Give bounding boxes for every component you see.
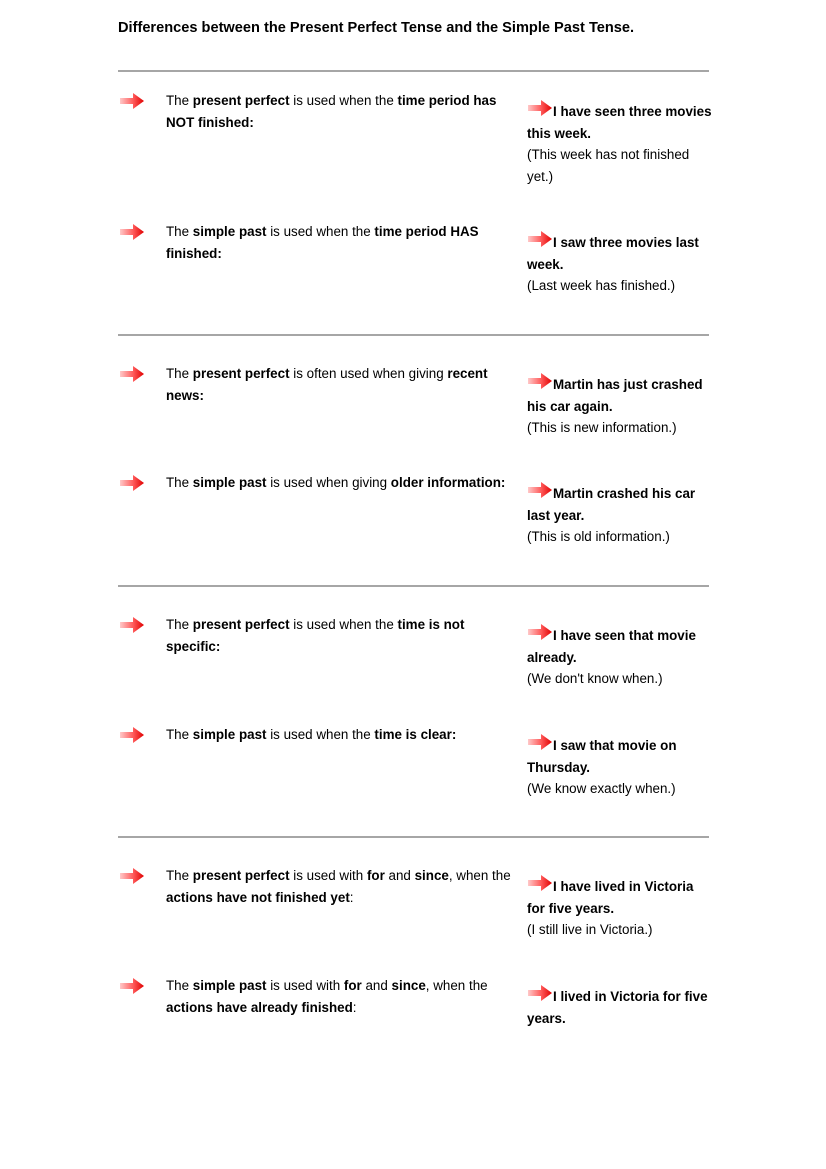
red-arrow-icon (527, 984, 553, 1002)
example-note: (We don't know when.) (527, 671, 663, 686)
rule-segment: The (166, 868, 193, 883)
rule-keyword: present perfect (192, 868, 290, 883)
rule-text (166, 472, 511, 494)
example-note: (I still live in Victoria.) (527, 922, 653, 937)
rule-segment: is used when giving (266, 475, 391, 490)
rule-keyword: recent news: (166, 366, 488, 403)
rule-keyword: time period has NOT finished: (166, 93, 497, 130)
example-block (527, 99, 712, 187)
rule-segment: is often used when giving (289, 366, 448, 381)
example-note: (This is new information.) (527, 420, 677, 435)
rule-segment: is used with (266, 978, 344, 993)
example-note: (This is old information.) (527, 529, 670, 544)
rule-text (166, 865, 511, 909)
example-block (527, 733, 712, 800)
rule-keyword: actions have already finished (166, 1000, 353, 1015)
example-note: (Last week has finished.) (527, 278, 676, 293)
rule-keyword: since (414, 868, 449, 883)
rule-keyword: since (391, 978, 426, 993)
rule-segment: is used when the (266, 224, 375, 239)
rule-segment: The (166, 475, 193, 490)
red-arrow-icon (527, 623, 553, 641)
red-arrow-icon (527, 372, 553, 390)
example-block (527, 481, 712, 548)
rule-segment: The (166, 366, 193, 381)
red-arrow-icon (119, 867, 145, 883)
rule-segment: The (166, 617, 193, 632)
section-divider (118, 585, 709, 587)
example-block (527, 623, 712, 690)
example-sentence: I saw that movie on Thursday. (527, 738, 677, 775)
red-arrow-icon (119, 92, 145, 108)
rule-text (166, 724, 511, 746)
rule-segment: The (166, 93, 193, 108)
rule-keyword: older information: (390, 475, 506, 490)
rule-segment: The (166, 727, 193, 742)
rule-segment: The (166, 224, 193, 239)
red-arrow-icon (527, 733, 553, 751)
red-arrow-icon (527, 230, 553, 248)
rule-text (166, 90, 511, 134)
rule-keyword: simple past (192, 727, 267, 742)
example-block (527, 984, 712, 1029)
red-arrow-icon (119, 474, 145, 490)
rule-keyword: present perfect (192, 366, 290, 381)
rule-keyword: time period HAS finished: (166, 224, 479, 261)
rule-segment: and (384, 868, 415, 883)
example-block (527, 230, 712, 297)
rule-segment: : (352, 1000, 357, 1015)
rule-segment: is used when the (289, 93, 398, 108)
rule-segment: and (361, 978, 392, 993)
rule-segment: is used when the (289, 617, 398, 632)
rule-text (166, 221, 511, 265)
rule-text (166, 975, 511, 1019)
example-sentence: I saw three movies last week. (527, 235, 699, 272)
rule-segment: , when the (448, 868, 511, 883)
red-arrow-icon (119, 977, 145, 993)
section-divider (118, 836, 709, 838)
rule-keyword: simple past (192, 978, 267, 993)
rule-keyword: simple past (192, 224, 267, 239)
rule-keyword: present perfect (192, 617, 290, 632)
rule-segment: The (166, 978, 193, 993)
rule-keyword: time is not specific: (166, 617, 465, 654)
rule-text (166, 614, 511, 658)
example-sentence: I have seen that movie already. (527, 628, 696, 665)
rule-segment: is used when the (266, 727, 375, 742)
red-arrow-icon (119, 365, 145, 381)
example-sentence: I have lived in Victoria for five years. (527, 879, 694, 916)
section-divider (118, 70, 709, 72)
example-sentence: I have seen three movies this week. (527, 104, 712, 141)
page-title: Differences between the Present Perfect Tense and the Simple Past Tense. (118, 20, 635, 36)
red-arrow-icon (119, 726, 145, 742)
rule-segment: is used with (289, 868, 367, 883)
section-divider (118, 334, 709, 336)
example-block (527, 372, 712, 439)
red-arrow-icon (527, 874, 553, 892)
example-block (527, 874, 712, 941)
example-sentence: Martin crashed his car last year. (527, 486, 696, 523)
rule-segment: : (349, 890, 354, 905)
example-sentence: I lived in Victoria for five years. (527, 989, 708, 1026)
rule-keyword: actions have not finished yet (166, 890, 350, 905)
rule-keyword: simple past (192, 475, 267, 490)
rule-keyword: for (366, 868, 385, 883)
rule-keyword: present perfect (192, 93, 290, 108)
rule-keyword: time is clear: (374, 727, 457, 742)
red-arrow-icon (527, 481, 553, 499)
red-arrow-icon (119, 223, 145, 239)
red-arrow-icon (527, 99, 553, 117)
example-note: (This week has not finished yet.) (527, 147, 690, 184)
example-note: (We know exactly when.) (527, 781, 676, 796)
rule-keyword: for (343, 978, 362, 993)
red-arrow-icon (119, 616, 145, 632)
rule-segment: , when the (425, 978, 488, 993)
rule-text (166, 363, 511, 407)
example-sentence: Martin has just crashed his car again. (527, 377, 703, 414)
